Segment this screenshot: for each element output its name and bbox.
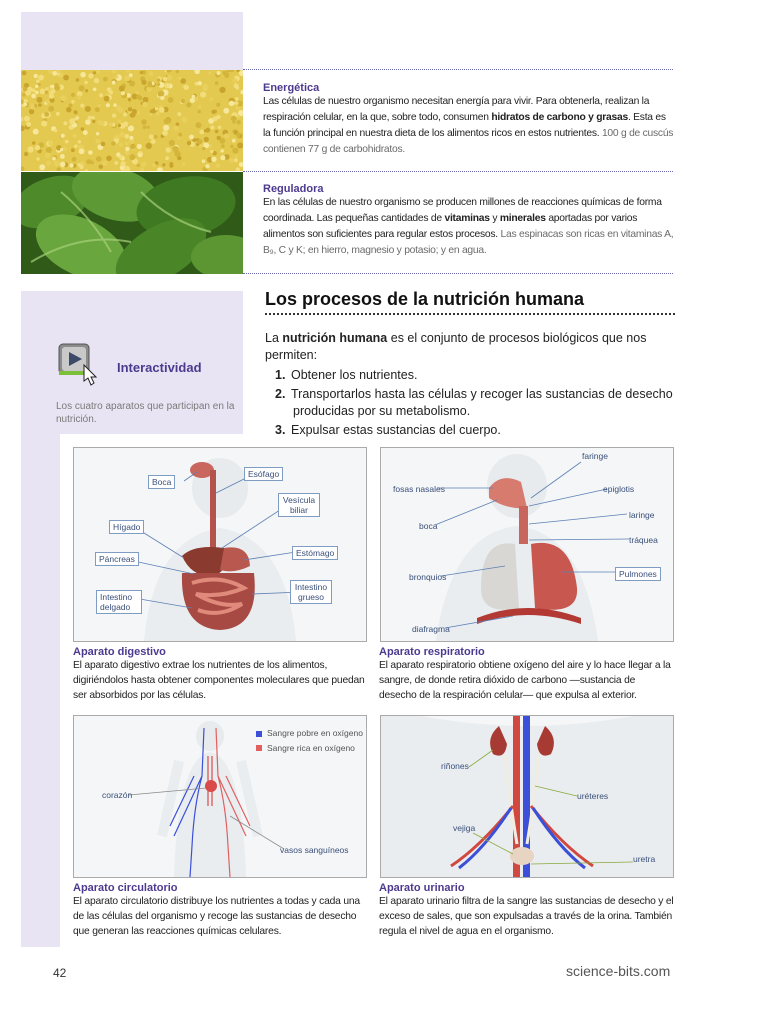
list-item xyxy=(275,422,675,439)
label-corazon: corazón xyxy=(102,790,133,800)
text-bold: minerales xyxy=(499,213,546,224)
label-vesicula: Vesícula biliar xyxy=(278,493,320,517)
label-intestino-grueso: Intestino grueso xyxy=(290,580,332,604)
label-bronquios: bronquios xyxy=(409,572,447,582)
circulatory-caption-text: El aparato circulatorio distribuye los nutrientes a todas y cada una de las células del organismo y recoge las sustancias de desecho que generan las reacciones químicas celulares. xyxy=(73,896,360,937)
energetica-text xyxy=(263,94,675,158)
label-vejiga: vejiga xyxy=(453,823,476,833)
label-laringe: laringe xyxy=(629,510,655,520)
label-boca: boca xyxy=(419,521,438,531)
reguladora-block xyxy=(263,183,675,259)
divider xyxy=(243,171,673,172)
respiratory-figure xyxy=(380,447,674,642)
process-list xyxy=(275,367,675,441)
text-segment: La xyxy=(265,331,283,345)
text-bold: hidratos de carbono y grasas xyxy=(491,112,628,123)
digestive-caption-title: Aparato digestivo xyxy=(73,646,166,658)
circulatory-caption xyxy=(73,882,365,939)
reguladora-note: Las espinacas son ricas en vitaminas A, B₉, C y K; en hierro, magnesio y potasio; y en agua. xyxy=(263,229,674,256)
digestive-caption xyxy=(73,646,365,703)
respiratory-caption-text: El aparato respiratorio obtiene oxígeno del aire y lo hace llegar a la sangre, de donde retira dióxido de carbono —sustancia de desecho de la respiración celular— que expulsa al exterior. xyxy=(379,660,671,701)
reguladora-text xyxy=(263,195,675,259)
label-faringe: faringe xyxy=(582,451,608,461)
circulatory-figure xyxy=(73,715,367,878)
list-item xyxy=(275,367,675,384)
label-diafragma: diafragma xyxy=(412,624,450,634)
label-traquea: tráquea xyxy=(629,535,658,545)
energetica-block xyxy=(263,82,675,158)
urinary-caption xyxy=(379,882,674,939)
label-esofago: Esófago xyxy=(244,467,283,481)
label-boca: Boca xyxy=(148,475,175,489)
label-ureteres: uréteres xyxy=(577,791,609,801)
legend-rich-label: Sangre rica en oxígeno xyxy=(267,743,355,753)
section-title: Los procesos de la nutrición humana xyxy=(265,289,585,309)
label-epiglotis: epiglotis xyxy=(603,484,635,494)
title-underline xyxy=(265,313,675,315)
label-intestino-delgado: Intestino delgado xyxy=(96,590,142,614)
interactivity-caption: Los cuatro aparatos que participan en la nutrición. xyxy=(56,401,235,425)
urinary-figure xyxy=(380,715,674,878)
text-segment: aportadas por varios alimentos son suficientes para regular estos procesos. xyxy=(263,213,638,240)
circulatory-caption-title: Aparato circulatorio xyxy=(73,882,178,894)
text-bold: vitaminas xyxy=(444,213,490,224)
urinary-caption-text: El aparato urinario filtra de la sangre las sustancias de desecho y el exceso de sales, que son expulsadas a través de la orina. También regula el nivel de agua en el organismo. xyxy=(379,896,674,937)
label-fosas-nasales: fosas nasales xyxy=(393,484,445,494)
interactivity-play-icon[interactable] xyxy=(58,343,90,375)
energetica-note: 100 g de cuscús contienen 77 g de carbohidratos. xyxy=(263,128,674,155)
label-rinones: riñones xyxy=(441,761,469,771)
reguladora-title: Reguladora xyxy=(263,183,324,195)
list-text: Transportarlos hasta las células y recoger las sustancias de desecho producidas por su metabolismo. xyxy=(291,387,673,418)
list-number: 2. xyxy=(275,387,286,401)
list-item xyxy=(275,386,675,420)
divider xyxy=(243,273,673,274)
divider xyxy=(243,69,673,70)
legend-poor-swatch xyxy=(256,731,262,737)
text-segment: es el conjunto de procesos biológicos que nos permiten: xyxy=(265,331,647,362)
spinach-image xyxy=(21,172,243,274)
legend-rich-swatch xyxy=(256,745,262,751)
couscous-image xyxy=(21,70,243,171)
legend-poor-label: Sangre pobre en oxígeno xyxy=(267,728,363,738)
digestive-figure xyxy=(73,447,367,642)
label-uretra: uretra xyxy=(633,854,656,864)
list-text: Obtener los nutrientes. xyxy=(291,368,418,382)
interactivity-label[interactable]: Interactividad xyxy=(117,360,202,375)
list-text: Expulsar estas sustancias del cuerpo. xyxy=(291,423,501,437)
sidebar-top-panel xyxy=(21,12,243,70)
digestive-caption-text: El aparato digestivo extrae los nutrientes de los alimentos, digiriéndolos hasta obtener componentes moleculares que puedan ser absorbidos por las células. xyxy=(73,660,365,701)
text-segment: Las células de nuestro organismo necesitan energía para vivir. Para obtenerla, realizan la respiración celular, en la que, sobre todo, consumen xyxy=(263,96,650,123)
site-url[interactable]: science-bits.com xyxy=(566,963,671,979)
label-vasos-sanguineos: vasos sanguíneos xyxy=(280,845,349,855)
section-intro xyxy=(265,330,675,364)
text-segment: . Esta es la función principal en nuestra dieta de los alimentos ricos en estos nutrientes. xyxy=(263,112,666,139)
energetica-title: Energética xyxy=(263,82,320,94)
urinary-caption-title: Aparato urinario xyxy=(379,882,465,894)
text-segment: y xyxy=(489,213,500,224)
respiratory-caption-title: Aparato respiratorio xyxy=(379,646,485,658)
label-higado: Hígado xyxy=(109,520,144,534)
list-number: 3. xyxy=(275,423,286,437)
text-segment: En las células de nuestro organismo se producen millones de reacciones químicas de forma coordinada. Las pequeñas cantidades de xyxy=(263,197,662,224)
label-estomago: Estómago xyxy=(292,546,338,560)
list-number: 1. xyxy=(275,368,286,382)
label-pulmones: Pulmones xyxy=(615,567,661,581)
page-number: 42 xyxy=(53,966,67,980)
text-bold: nutrición humana xyxy=(282,331,388,345)
respiratory-caption xyxy=(379,646,674,703)
label-pancreas: Páncreas xyxy=(95,552,139,566)
